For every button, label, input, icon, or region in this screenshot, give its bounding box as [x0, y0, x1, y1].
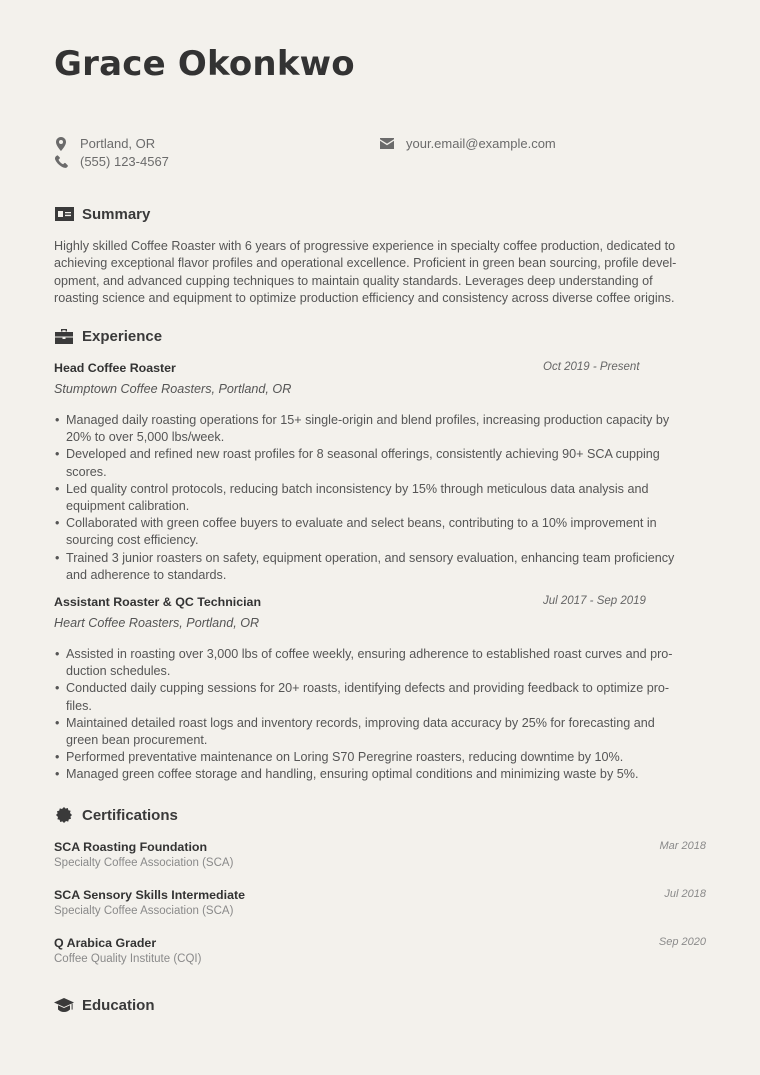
cert-date: Sep 2020 [658, 936, 706, 948]
job-dates: Jul 2017 - Sep 2019 [543, 595, 646, 607]
bullet-item: • Maintained detailed roast logs and inventory records, improving data accuracy by 25% for forecasting and green bean procurement. [54, 715, 704, 749]
education-heading [54, 996, 155, 1014]
cert-name: Q Arabica Grader [54, 936, 157, 950]
job-bullets [54, 412, 704, 584]
cert-name: SCA Roasting Foundation [54, 840, 208, 854]
envelope-icon [380, 137, 394, 151]
contact-location [54, 136, 155, 151]
contact-email[interactable] [380, 136, 556, 151]
summary-line: roasting science and equipment to optimize production efficiency and consistency across diverse coffee origins. [54, 290, 675, 305]
cert-org: Specialty Coffee Association (SCA) [54, 857, 234, 869]
bullet-item: • Led quality control protocols, reducing batch inconsistency by 15% through meticulous data analysis and equipment calibration. [54, 481, 704, 515]
job-title: Head Coffee Roaster [54, 361, 176, 375]
map-pin-icon [54, 137, 68, 151]
email-text[interactable]: your.email@example.com [406, 136, 556, 151]
job-bullets [54, 646, 704, 784]
candidate-name: Grace Okonkwo [54, 44, 355, 84]
cert-org: Coffee Quality Institute (CQI) [54, 953, 202, 965]
briefcase-icon [54, 327, 74, 345]
experience-heading [54, 327, 162, 345]
bullet-item: • Managed daily roasting operations for 15+ single-origin and blend profiles, increasing production capacity by 20% to over 5,000 lbs/week. [54, 412, 704, 446]
phone-text: (555) 123-4567 [80, 154, 169, 169]
bullet-item: • Collaborated with green coffee buyers to evaluate and select beans, contributing to a 10% improvement in sourcing cost efficiency. [54, 515, 704, 549]
summary-text [54, 238, 704, 307]
bullet-item: • Conducted daily cupping sessions for 20+ roasts, identifying defects and providing feedback to optimize pro- files. [54, 680, 704, 714]
job-dates: Oct 2019 - Present [543, 361, 640, 373]
job-company: Heart Coffee Roasters, Portland, OR [54, 616, 260, 630]
experience-heading-text: Experience [82, 327, 163, 345]
graduation-cap-icon [54, 996, 74, 1014]
cert-date: Mar 2018 [659, 840, 706, 852]
job-title: Assistant Roaster & QC Technician [54, 595, 262, 609]
certifications-heading-text: Certifications [82, 806, 178, 824]
cert-name: SCA Sensory Skills Intermediate [54, 888, 245, 902]
cert-date: Jul 2018 [664, 888, 706, 900]
id-card-icon [54, 205, 74, 223]
bullet-item: • Assisted in roasting over 3,000 lbs of coffee weekly, ensuring adherence to established roast curves and pro- duction schedules. [54, 646, 704, 680]
summary-line: opment, and advanced cupping techniques to maintain quality standards. Leverages deep understanding of [54, 273, 653, 288]
bullet-item: • Trained 3 junior roasters on safety, equipment operation, and sensory evaluation, enhancing team proficiency and adherence to standards. [54, 550, 704, 584]
summary-line: Highly skilled Coffee Roaster with 6 years of progressive experience in specialty coffee production, dedicated to [54, 239, 676, 253]
bullet-item: • Performed preventative maintenance on Loring S70 Peregrine roasters, reducing downtime by 10%. [54, 749, 704, 766]
phone-icon [54, 155, 68, 169]
summary-line: achieving exceptional flavor profiles and operational excellence. Proficient in green bean sourcing, profile devel- [54, 256, 677, 271]
contact-phone [54, 154, 169, 169]
certifications-heading [54, 806, 178, 824]
badge-icon [54, 806, 74, 824]
summary-heading-text: Summary [82, 205, 151, 223]
cert-org: Specialty Coffee Association (SCA) [54, 905, 234, 917]
education-heading-text: Education [82, 996, 155, 1014]
summary-heading [54, 205, 150, 223]
location-text: Portland, OR [80, 136, 156, 151]
job-company: Stumptown Coffee Roasters, Portland, OR [54, 382, 292, 396]
bullet-item: • Developed and refined new roast profiles for 8 seasonal offerings, consistently achieving 90+ SCA cupping scores. [54, 446, 704, 480]
bullet-item: • Managed green coffee storage and handling, ensuring optimal conditions and minimizing waste by 5%. [54, 766, 704, 783]
